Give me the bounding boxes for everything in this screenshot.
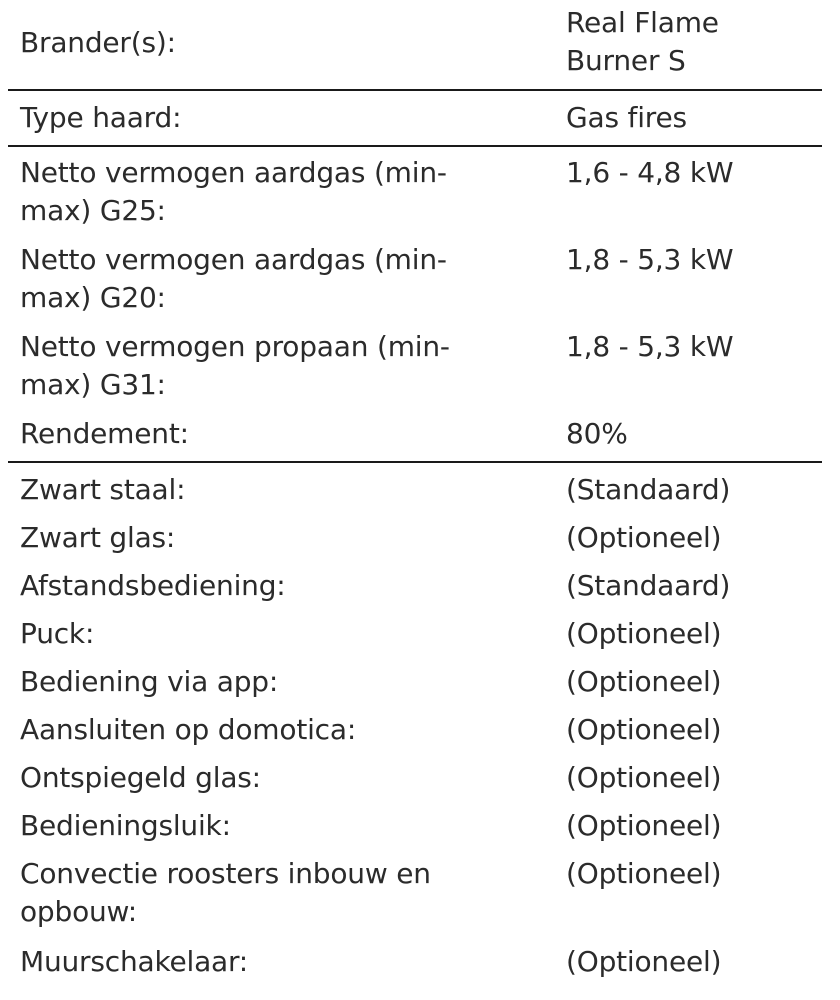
spec-value-rendement: 80%: [566, 417, 628, 450]
spec-label-bedieningsluik: Bedieningsluik:: [20, 809, 231, 842]
section-divider: [8, 461, 822, 463]
spec-row-vermogen-g25: [0, 154, 828, 230]
spec-label-vermogen-g25: Netto vermogen aardgas (min-max) G25:: [20, 156, 447, 227]
spec-label-brander: Brander(s):: [20, 26, 176, 59]
spec-label-muurschakelaar: Muurschakelaar:: [20, 945, 249, 978]
spec-value-ontspiegeld-glas: (Optioneel): [566, 761, 722, 794]
spec-label-convectie-roosters: Convectie roosters inbouw en opbouw:: [20, 857, 431, 928]
spec-label-afstandsbediening: Afstandsbediening:: [20, 569, 286, 602]
spec-value-afstandsbediening: (Standaard): [566, 569, 731, 602]
spec-label-puck: Puck:: [20, 617, 95, 650]
spec-value-convectie-roosters: (Optioneel): [566, 857, 722, 890]
section-divider: [8, 89, 822, 91]
spec-label-ontspiegeld-glas: Ontspiegeld glas:: [20, 761, 261, 794]
spec-value-zwart-glas: (Optioneel): [566, 521, 722, 554]
spec-value-vermogen-g20: 1,8 - 5,3 kW: [566, 243, 734, 276]
spec-row-vermogen-g31: [0, 328, 828, 404]
spec-label-rendement: Rendement:: [20, 417, 189, 450]
spec-label-vermogen-g20: Netto vermogen aardgas (min-max) G20:: [20, 243, 447, 314]
section-divider: [8, 145, 822, 147]
spec-label-bediening-app: Bediening via app:: [20, 665, 279, 698]
spec-value-puck: (Optioneel): [566, 617, 722, 650]
spec-value-type-haard: Gas fires: [566, 101, 687, 134]
spec-value-zwart-staal: (Standaard): [566, 473, 731, 506]
spec-value-bedieningsluik: (Optioneel): [566, 809, 722, 842]
spec-value-vermogen-g25: 1,6 - 4,8 kW: [566, 156, 734, 189]
spec-label-zwart-staal: Zwart staal:: [20, 473, 186, 506]
spec-label-zwart-glas: Zwart glas:: [20, 521, 176, 554]
spec-value-muurschakelaar: (Optioneel): [566, 945, 722, 978]
spec-row-convectie-roosters: [0, 855, 828, 931]
spec-value-vermogen-g31: 1,8 - 5,3 kW: [566, 330, 734, 363]
spec-row-brander: [0, 4, 828, 82]
spec-value-domotica: (Optioneel): [566, 713, 722, 746]
spec-row-vermogen-g20: [0, 241, 828, 317]
spec-value-bediening-app: (Optioneel): [566, 665, 722, 698]
spec-value-brander: Real Flame Burner S: [566, 6, 719, 77]
spec-label-type-haard: Type haard:: [20, 101, 182, 134]
spec-label-domotica: Aansluiten op domotica:: [20, 713, 357, 746]
spec-label-vermogen-g31: Netto vermogen propaan (min-max) G31:: [20, 330, 450, 401]
